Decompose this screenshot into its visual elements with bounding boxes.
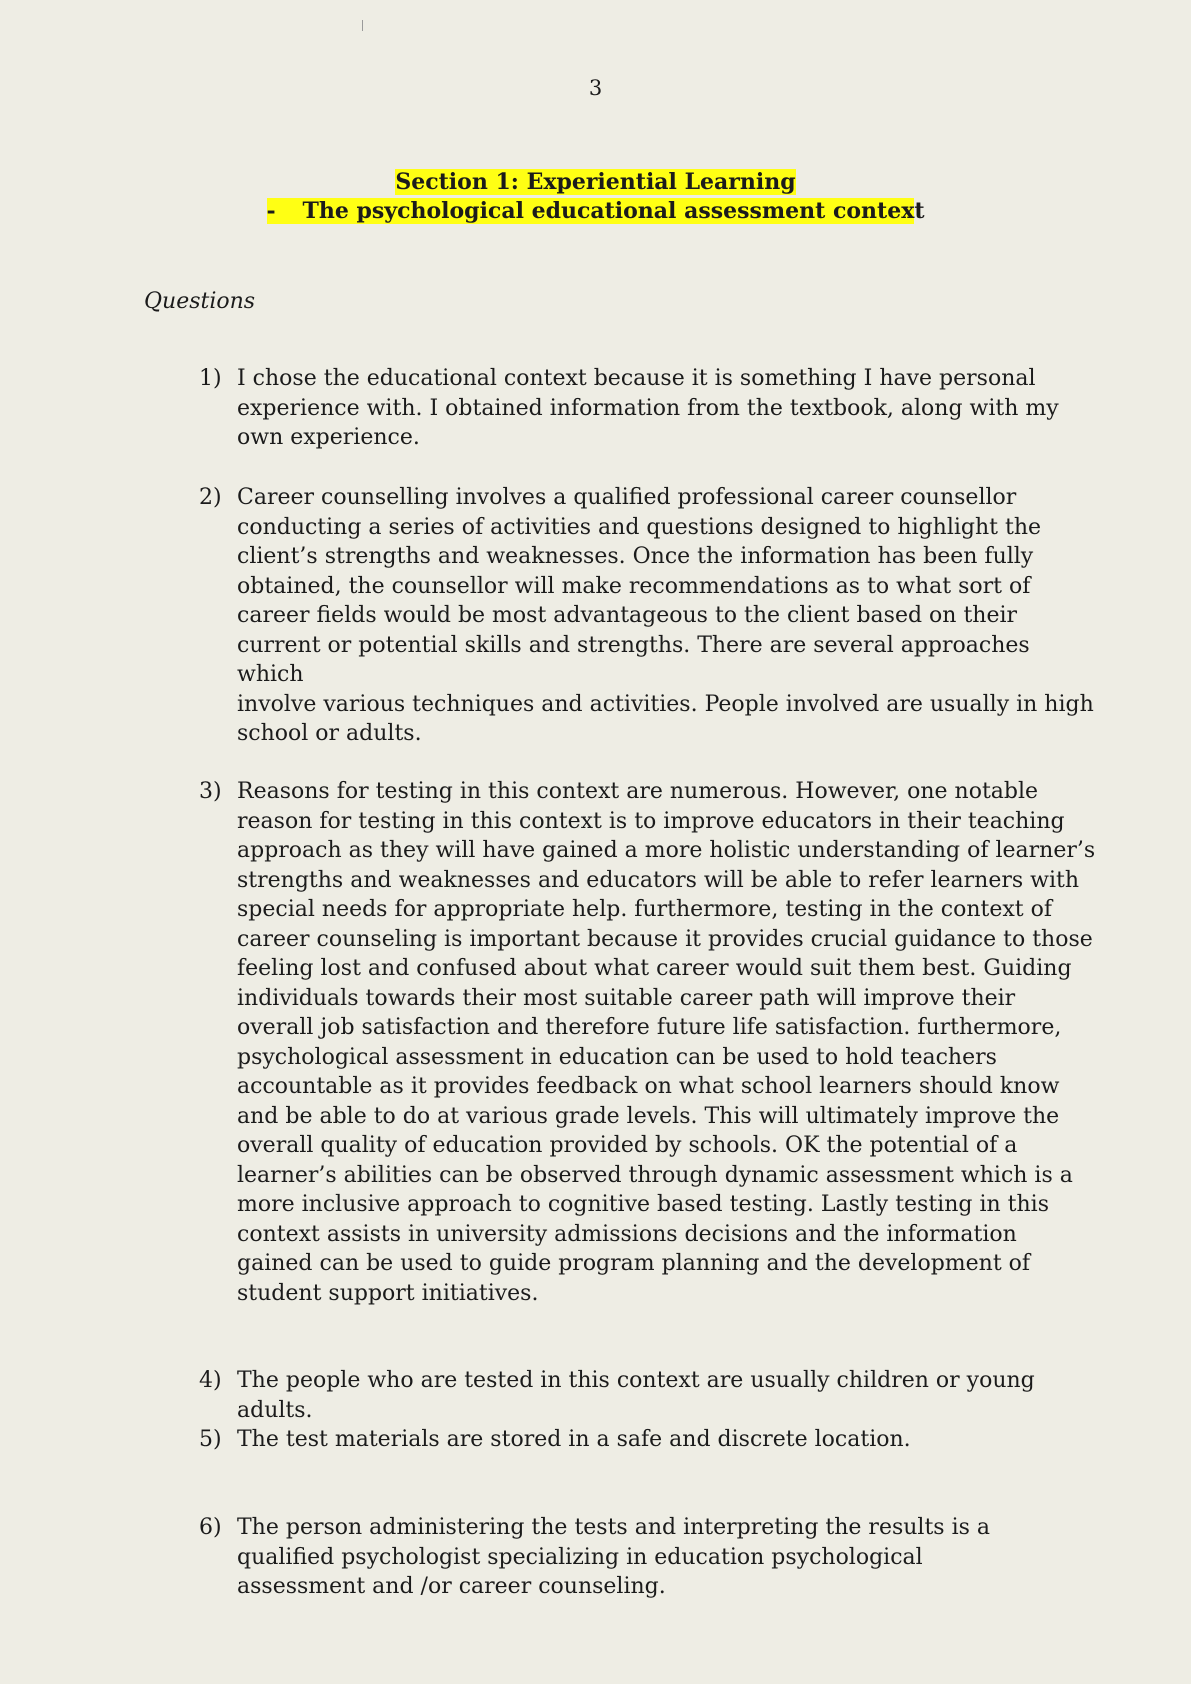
list-item-number: 3) xyxy=(199,779,222,804)
list-item-text: Reasons for testing in this context are numerous. However, one notable reason for testing in this context is to improve educators in their teaching approach as they will have gained a more holistic understanding of learner’s strengths and weaknesses and educators will be able to refer learners with special needs for appropriate help. furthermore, testing in the context of career counseling is important because it provides crucial guidance to those feeling lost and confused about what career would suit them best. Guiding individuals towards their most suitable career path will improve their overall job satisfaction and therefore future life satisfaction. furthermore, psychological assessment in education can be used to hold teachers accountable as it provides feedback on what school learners should know and be able to do at various grade levels. This will ultimately improve the overall quality of education provided by schools. OK the potential of a learner’s abilities can be observed through dynamic assessment which is a more inclusive approach to cognitive based testing. Lastly testing in this context assists in university admissions decisions and the information gained can be used to guide program planning and the development of student support initiatives. xyxy=(237,779,1096,1306)
questions-label: Questions xyxy=(144,289,256,314)
list-item-4 xyxy=(199,1366,1099,1425)
list-item-number: 4) xyxy=(199,1368,222,1393)
text-cursor-mark xyxy=(362,20,363,31)
list-item-3 xyxy=(199,777,1099,1308)
subheading-tail: t xyxy=(914,198,925,224)
page-number: 3 xyxy=(588,76,603,100)
section-subheading xyxy=(0,196,1191,226)
list-item-text: The people who are tested in this context are usually children or young adults. xyxy=(237,1368,1035,1423)
list-item-text: The person administering the tests and interpreting the results is a qualified psychologist specializing in education psychological assessment and /or career counseling. xyxy=(237,1515,991,1599)
list-item-number: 1) xyxy=(199,366,222,391)
list-item-text: I chose the educational context because it is something I have personal experience with. I obtained information from the textbook, along with my own experience. xyxy=(237,366,1059,450)
section-heading xyxy=(0,167,1191,197)
list-item-text: The test materials are stored in a safe and discrete location. xyxy=(237,1427,911,1452)
list-item-5 xyxy=(199,1425,1099,1455)
subheading-dash: - xyxy=(266,198,276,224)
list-item-text: Career counselling involves a qualified professional career counsellor conducting a series of activities and questions designed to highlight the client’s strengths and weaknesses. Once the information has been fully obtained, the counsellor will make recommendations as to what sort of career fields would be most advantageous to the client based on their current or potential skills and strengths. There are several approaches which involve various techniques and activities. People involved are usually in high school or adults. xyxy=(237,485,1094,746)
list-item-number: 6) xyxy=(199,1515,222,1540)
section-heading-text: Section 1: Experiential Learning xyxy=(395,169,796,195)
subheading-text: The psychological educational assessment contex xyxy=(302,198,915,224)
list-item-1 xyxy=(199,364,1099,453)
list-item-2 xyxy=(199,483,1099,749)
list-item-6 xyxy=(199,1513,1099,1602)
list-item-number: 5) xyxy=(199,1427,222,1452)
list-item-number: 2) xyxy=(199,485,222,510)
subheading-highlight xyxy=(267,198,915,224)
